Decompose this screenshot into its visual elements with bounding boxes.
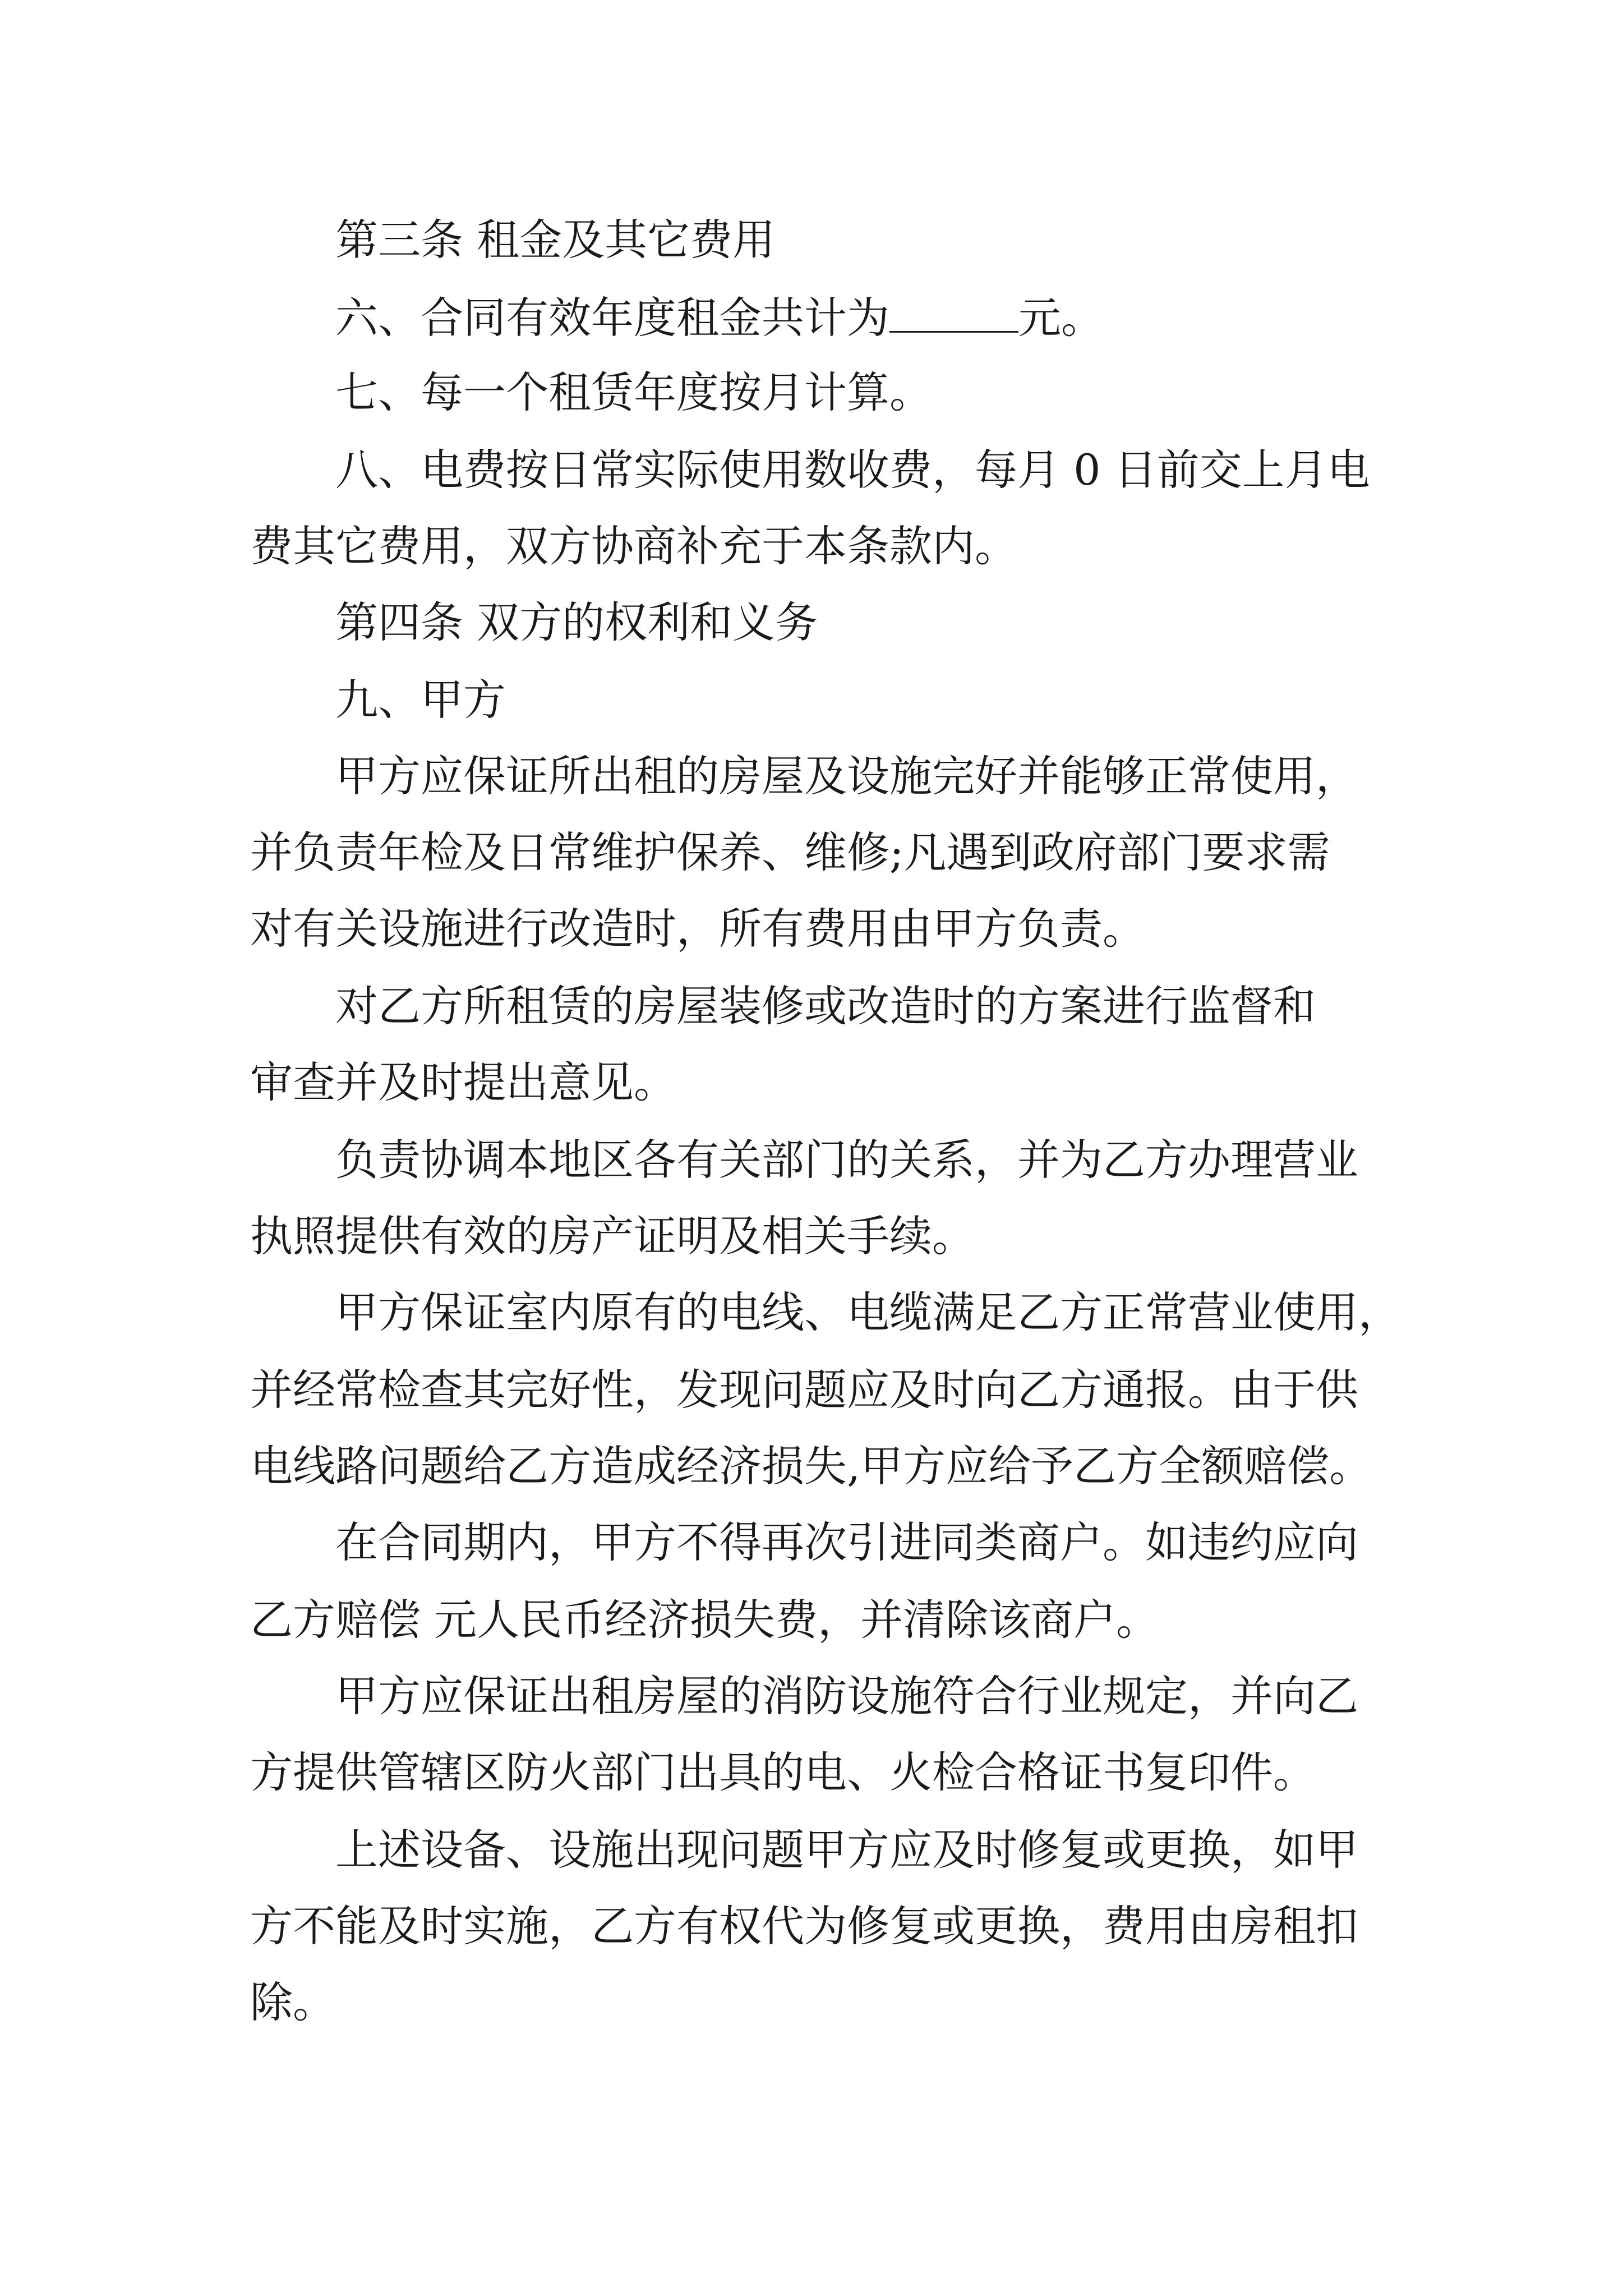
- paragraph-1-line-2: 并负责年检及日常维护保养、维修;凡遇到政府部门要求需: [250, 827, 1330, 877]
- section-heading-3: 第三条 租金及其它费用: [335, 215, 776, 265]
- paragraph-5-line-1: 在合同期内，甲方不得再次引进同类商户。如违约应向: [335, 1517, 1358, 1567]
- paragraph-7-line-3: 除。: [250, 1977, 335, 2027]
- paragraph-7-line-1: 上述设备、设施出现问题甲方应及时修复或更换，如甲: [335, 1825, 1358, 1875]
- paragraph-4-line-3: 电线路问题给乙方造成经济损失,甲方应给予乙方全额赔偿。: [250, 1441, 1372, 1491]
- paragraph-6-line-1: 甲方应保证出租房屋的消防设施符合行业规定，并向乙: [335, 1671, 1358, 1721]
- clause-6: [335, 293, 1104, 343]
- clause-7: 七、每一个租赁年度按月计算。: [335, 367, 932, 417]
- paragraph-2-line-1: 对乙方所租赁的房屋装修或改造时的方案进行监督和: [335, 981, 1316, 1031]
- clause-9-heading: 九、甲方: [335, 675, 506, 725]
- paragraph-3-line-1: 负责协调本地区各有关部门的关系，并为乙方办理营业: [335, 1135, 1358, 1185]
- paragraph-5-line-2: 乙方赔偿 元人民币经济损失费，并清除该商户。: [250, 1595, 1159, 1645]
- paragraph-4-line-1: 甲方保证室内原有的电线、电缆满足乙方正常营业使用，: [335, 1287, 1401, 1337]
- clause-8-line-2: 费其它费用，双方协商补充于本条款内。: [250, 521, 1017, 571]
- paragraph-2-line-2: 审查并及时提出意见。: [250, 1057, 676, 1107]
- paragraph-1-line-3: 对有关设施进行改造时，所有费用由甲方负责。: [250, 904, 1145, 954]
- paragraph-3-line-2: 执照提供有效的房产证明及相关手续。: [250, 1211, 975, 1261]
- paragraph-6-line-2: 方提供管辖区防火部门出具的电、火检合格证书复印件。: [250, 1747, 1316, 1797]
- clause-6-text: 六、合同有效年度租金共计为: [335, 293, 889, 343]
- paragraph-1-line-1: 甲方应保证所出租的房屋及设施完好并能够正常使用，: [335, 751, 1358, 801]
- paragraph-7-line-2: 方不能及时实施，乙方有权代为修复或更换，费用由房租扣: [250, 1901, 1358, 1951]
- rent-amount-blank: [889, 295, 1018, 333]
- clause-6-suffix: 元。: [1018, 293, 1104, 343]
- clause-8-line-1: 八、电费按日常实际使用数收费，每月 0 日前交上月电: [335, 445, 1370, 495]
- paragraph-4-line-2: 并经常检查其完好性，发现问题应及时向乙方通报。由于供: [250, 1365, 1358, 1415]
- section-heading-4: 第四条 双方的权利和义务: [335, 597, 818, 647]
